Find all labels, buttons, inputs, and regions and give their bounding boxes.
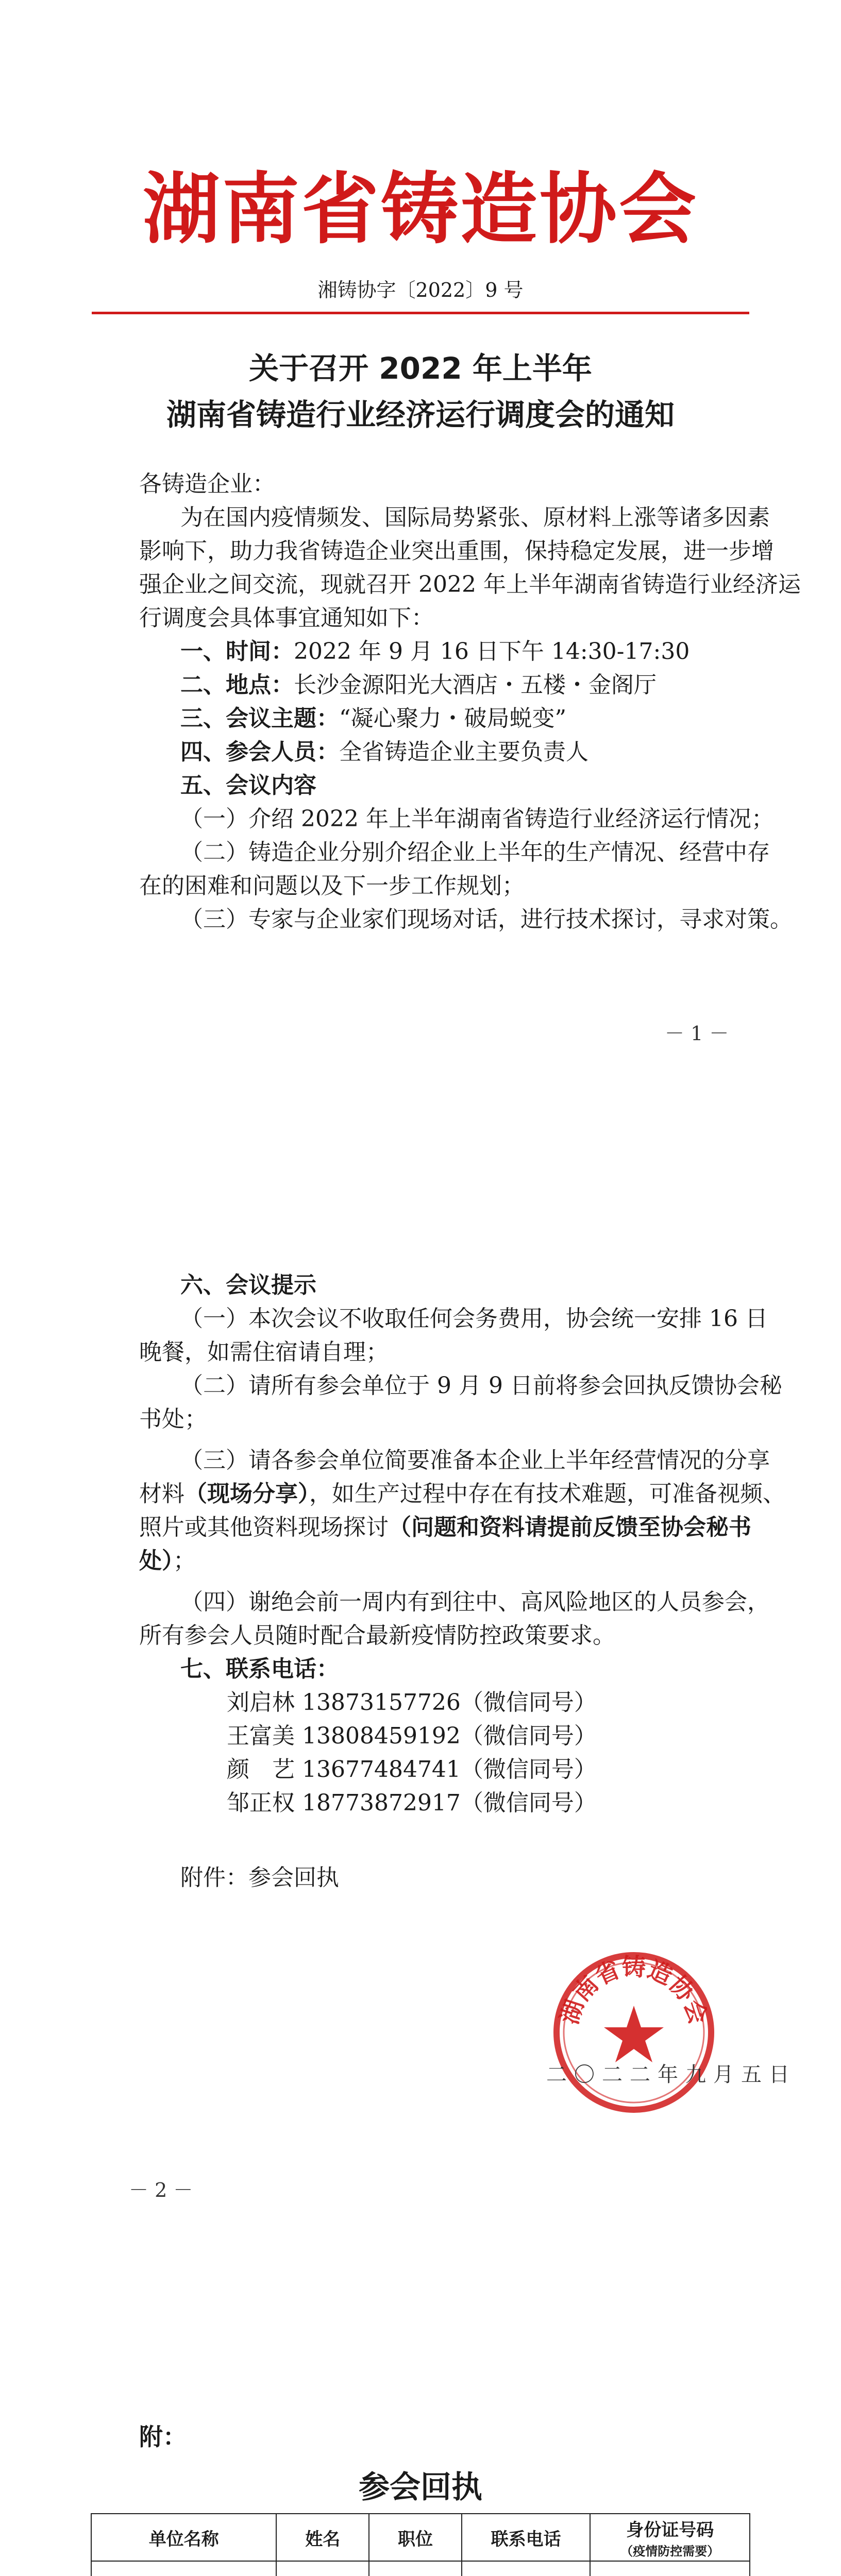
red-divider: [92, 312, 749, 314]
theme-value: “凝心聚力・破局蜕变”: [339, 705, 566, 732]
col-header-unit: 单位名称: [91, 2514, 276, 2561]
attachment-note: 附件：参会回执: [180, 1865, 339, 1891]
doc-title-line-1: 关于召开 2022 年上半年: [249, 351, 592, 386]
page-2: [0, 1157, 841, 2313]
doc-number: 湘铸协字〔2022〕9 号: [317, 279, 524, 301]
table-row: [91, 2561, 750, 2576]
tip-3-line-3: [139, 1512, 751, 1543]
col-header-id: [590, 2514, 750, 2561]
col-header-id-label: 身份证号码: [626, 2520, 714, 2540]
content-item-3: （三）专家与企业家们现场对话，进行技术探讨，寻求对策。: [180, 906, 793, 933]
contact-item: 邹正权 18773872917（微信同号）: [227, 1790, 597, 1816]
seal-text: 湖南省铸造协会: [555, 1953, 713, 2028]
contact-item: 颜 艺 13677484741（微信同号）: [227, 1756, 597, 1783]
tip-2: （二）请所有参会单位于 9 月 9 日前将参会回执反馈协会秘: [180, 1372, 782, 1399]
tip-3-line-4: [139, 1546, 196, 1577]
contact-item: 刘启林 13873157726（微信同号）: [227, 1689, 597, 1716]
form-title: 参会回执: [359, 2469, 482, 2505]
time-label: 一、时间：: [180, 638, 294, 665]
theme-item: [180, 703, 566, 734]
col-header-phone: 联系电话: [462, 2514, 591, 2561]
tip-2-cont: 书处；: [139, 1406, 207, 1432]
intro-line: 强企业之间交流，现就召开 2022 年上半年湖南省铸造行业经济运: [139, 571, 801, 598]
table-cell[interactable]: [276, 2561, 369, 2576]
table-cell[interactable]: [462, 2561, 591, 2576]
tip-4-cont: 所有参会人员随时配合最新疫情防控政策要求。: [139, 1622, 615, 1649]
tip-3-text: ；: [173, 1548, 196, 1574]
signature-date: 二〇二二年九月五日: [546, 2063, 797, 2087]
content-label: 五、会议内容: [180, 772, 316, 799]
time-value: 2022 年 9 月 16 日下午 14:30-17:30: [294, 638, 690, 665]
tips-label: 六、会议提示: [180, 1272, 316, 1298]
table-header-row: [91, 2514, 750, 2561]
contact-label: 七、联系电话：: [180, 1656, 339, 1682]
content-item-1: （一）介绍 2022 年上半年湖南省铸造行业经济运行情况；: [180, 806, 774, 832]
place-value: 长沙金源阳光大酒店・五楼・金阁厅: [294, 672, 657, 698]
table-cell[interactable]: [91, 2561, 276, 2576]
tip-1-cont: 晚餐，如需住宿请自理；: [139, 1339, 389, 1365]
page-1: [0, 0, 841, 1157]
tip-3-text: 材料: [139, 1481, 184, 1507]
tip-4: （四）谢绝会前一周内有到往中、高风险地区的人员参会，: [180, 1589, 770, 1615]
table-cell[interactable]: [590, 2561, 750, 2576]
attendees-item: [180, 737, 588, 768]
col-header-name: 姓名: [276, 2514, 369, 2561]
page-number: － 1 －: [665, 1022, 729, 1045]
table-cell[interactable]: [369, 2561, 462, 2576]
intro-line: 影响下，助力我省铸造企业突出重围，保持稳定发展，进一步增: [139, 538, 774, 564]
theme-label: 三、会议主题：: [180, 705, 339, 732]
official-seal: [546, 1945, 721, 2120]
place-item: [180, 670, 657, 701]
page-number: － 2 －: [129, 2179, 193, 2201]
intro-line: 行调度会具体事宜通知如下：: [139, 605, 434, 631]
attachment-label: 附：: [139, 2423, 187, 2451]
tip-3-text: ，如生产过程中存在有技术难题，可准备视频、: [309, 1481, 785, 1507]
content-item-2-cont: 在的困难和问题以及下一步工作规划；: [139, 873, 525, 899]
tip-1: （一）本次会议不收取任何会务费用，协会统一安排 16 日: [180, 1306, 768, 1332]
time-item: [180, 636, 689, 667]
tip-3-line-2: [139, 1479, 785, 1510]
tip-3-emphasis: （现场分享）: [184, 1481, 309, 1507]
content-item-2: （二）铸造企业分别介绍企业上半年的生产情况、经营中存: [180, 839, 770, 866]
tip-3-emphasis: （问题和资料请提前反馈至协会秘书: [389, 1514, 751, 1540]
doc-title-line-2: 湖南省铸造行业经济运行调度会的通知: [166, 397, 675, 432]
registration-table: [91, 2513, 750, 2576]
tip-3: （三）请各参会单位简要准备本企业上半年经营情况的分享: [180, 1447, 770, 1473]
salutation: 各铸造企业：: [139, 471, 275, 497]
org-header-title: 湖南省铸造协会: [142, 164, 698, 255]
attendees-label: 四、参会人员：: [180, 739, 339, 765]
col-header-position: 职位: [369, 2514, 462, 2561]
tip-3-text: 照片或其他资料现场探讨: [139, 1514, 389, 1540]
intro-line: 为在国内疫情频发、国际局势紧张、原材料上涨等诸多因素: [180, 504, 770, 531]
col-header-id-sub: （疫情防控需要）: [620, 2544, 720, 2558]
contact-item: 王富美 13808459192（微信同号）: [227, 1723, 597, 1749]
place-label: 二、地点：: [180, 672, 294, 698]
attendees-value: 全省铸造企业主要负责人: [339, 739, 588, 765]
tip-3-emphasis: 处）: [139, 1548, 173, 1574]
